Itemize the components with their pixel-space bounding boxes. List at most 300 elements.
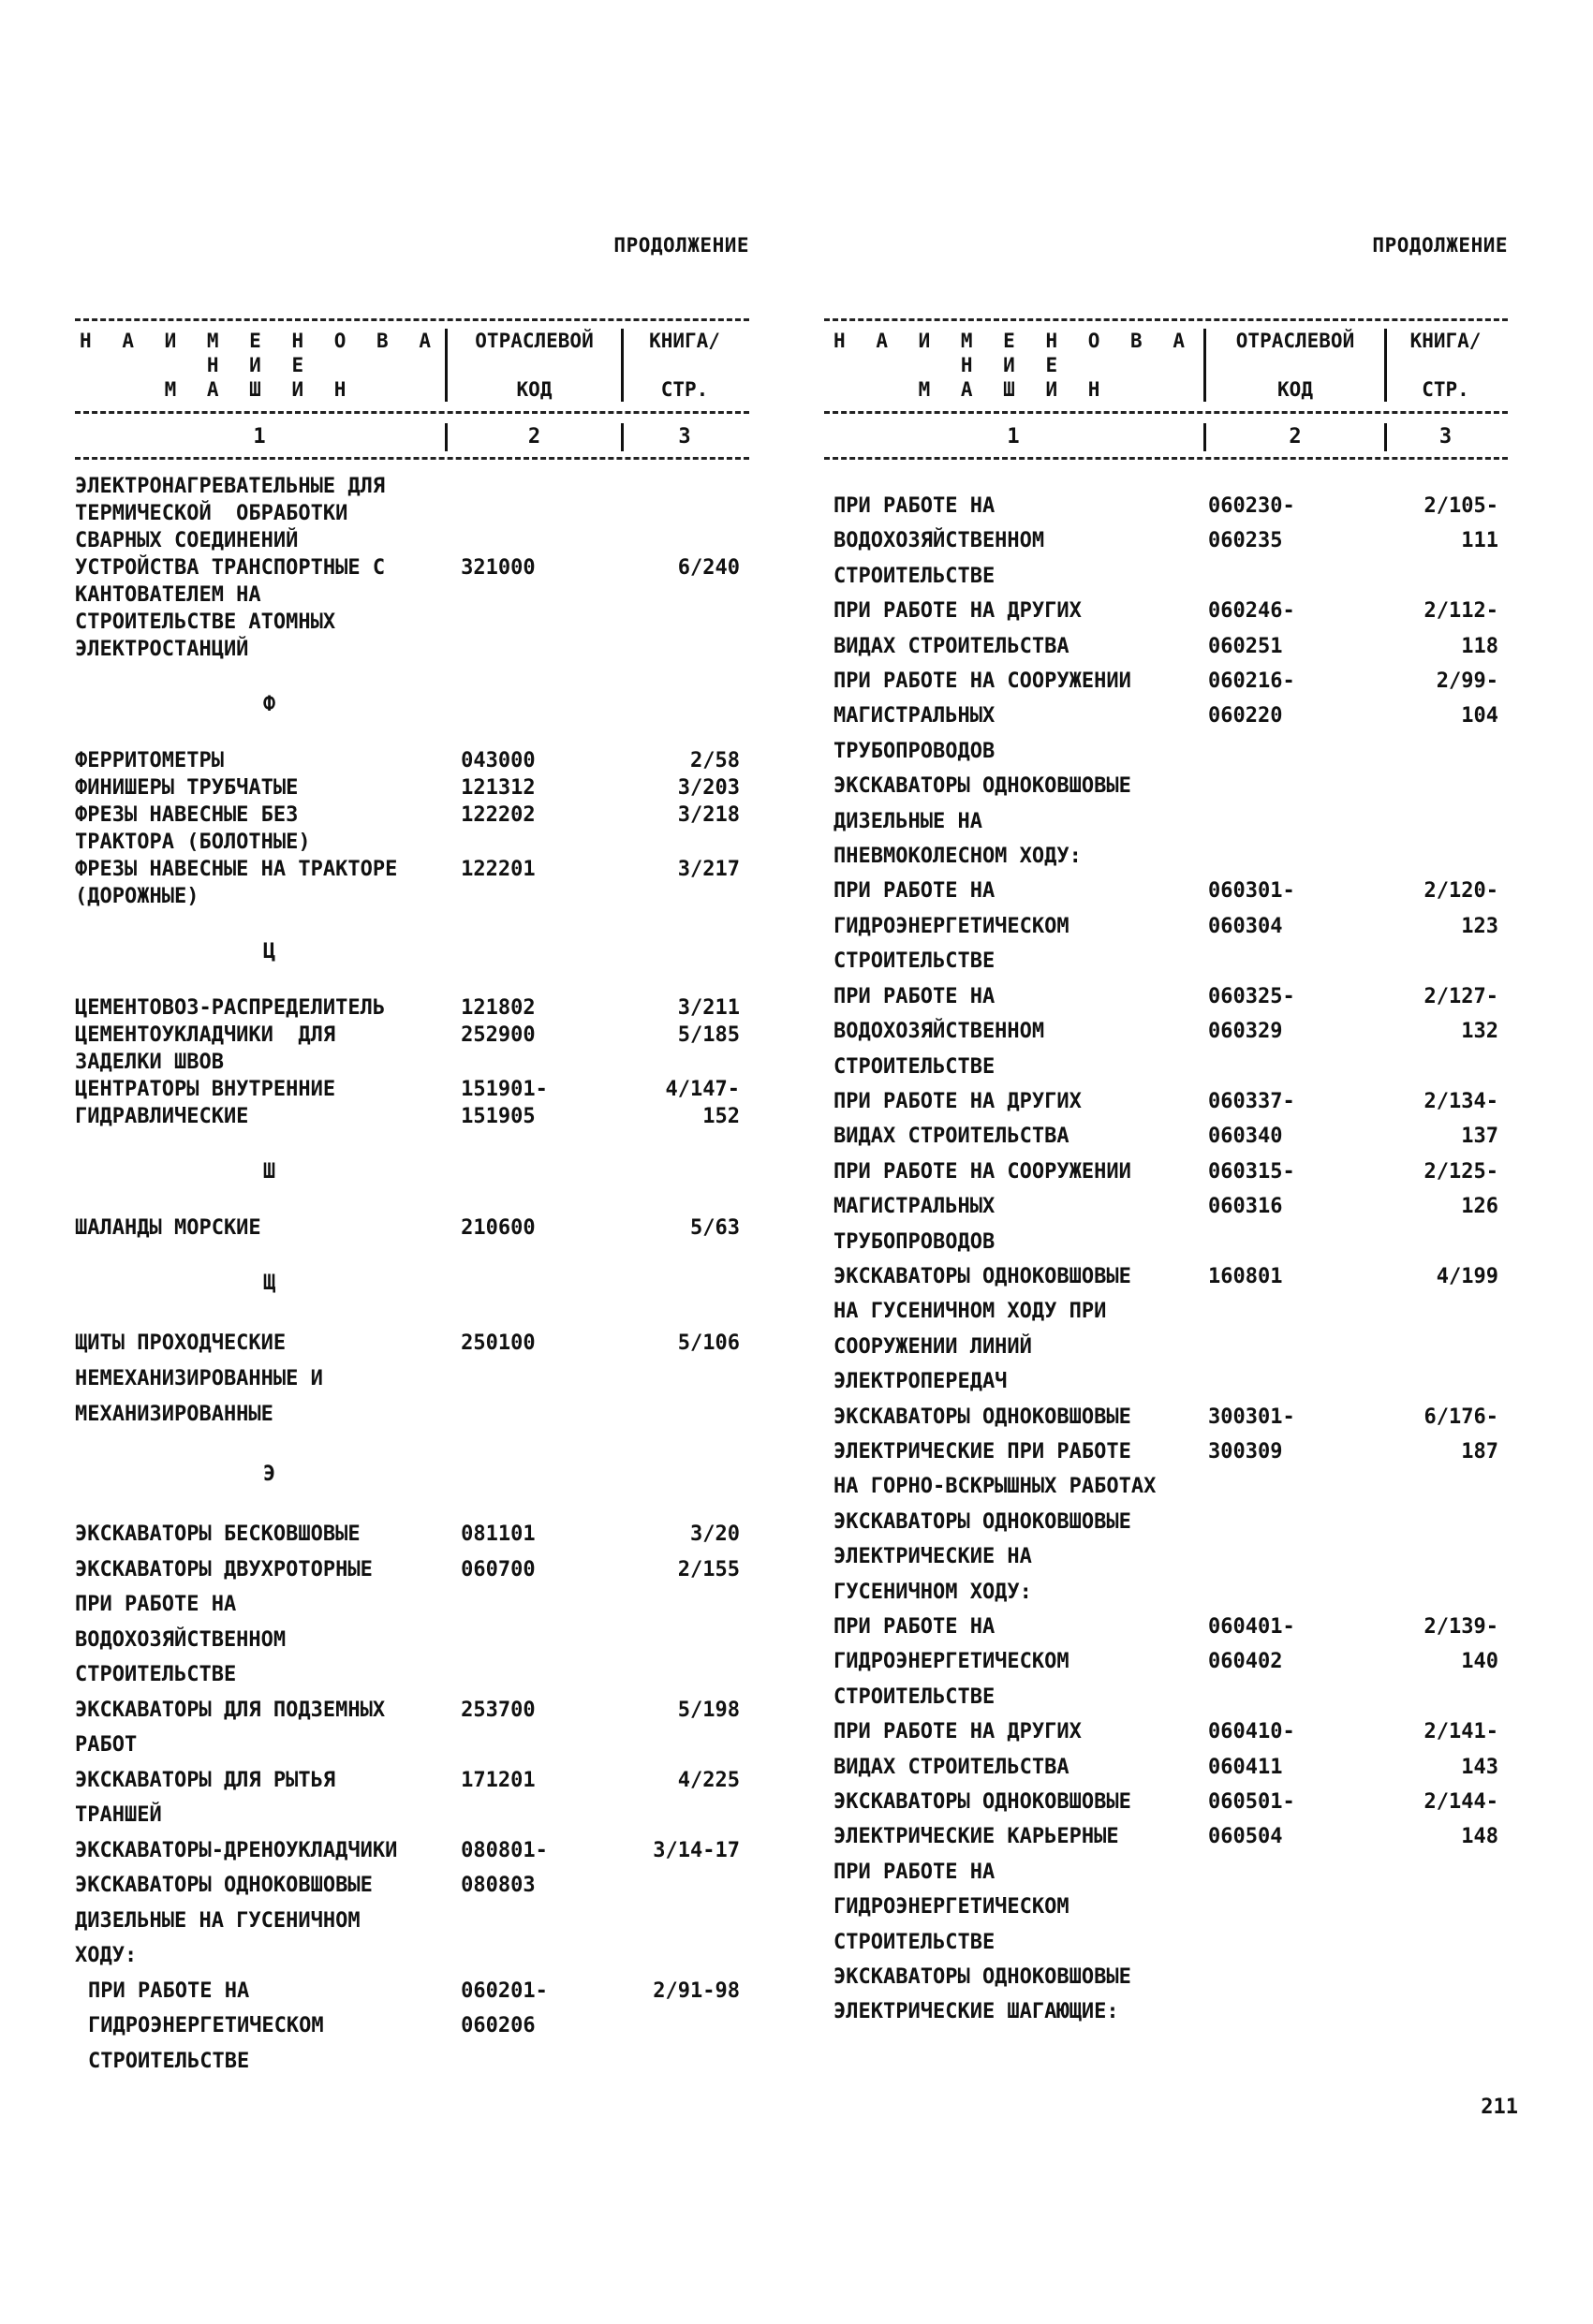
entry-code: 080801- <box>461 1838 548 1862</box>
entry-name: ВОДОХОЗЯЙСТВЕННОМ <box>833 1020 1045 1044</box>
entry-book-page: 104 <box>1461 704 1498 728</box>
entry-row <box>75 1326 749 1361</box>
entry-book-page: 6/240 <box>677 556 740 580</box>
entry-row <box>824 1259 1508 1294</box>
entry-book-page <box>1395 559 1508 594</box>
entry-row <box>824 594 1508 628</box>
entry-code <box>1208 804 1395 839</box>
entry-book-page: 143 <box>1461 1755 1498 1779</box>
entry-name: ПРИ РАБОТЕ НА <box>88 1978 250 2003</box>
entry-code <box>461 1587 628 1623</box>
entry-book-page: 2/139- <box>1423 1615 1498 1639</box>
entry-code: 060700 <box>461 1557 536 1581</box>
entry-row <box>75 500 749 527</box>
entry-code <box>461 1361 628 1397</box>
entry-name: ЗАДЕЛКИ ШВОВ <box>75 1051 224 1074</box>
entry-code <box>461 473 628 500</box>
entry-book-page <box>628 1587 749 1623</box>
entry-book-page: 137 <box>1461 1125 1498 1149</box>
entry-row <box>75 1623 749 1658</box>
entry-row <box>75 1974 749 2009</box>
section-letter-f: Ф <box>262 693 276 716</box>
entry-row <box>824 1960 1508 1994</box>
entry-book-page <box>1395 1294 1508 1329</box>
entry-row <box>75 1103 749 1130</box>
header-book-line1-right: КНИГА/ <box>1384 329 1504 377</box>
entry-name: ЭКСКАВАТОРЫ ОДНОКОВШОВЫЕ <box>833 1264 1131 1288</box>
entry-book-page <box>628 1397 749 1433</box>
entry-name: ТРУБОПРОВОДОВ <box>833 1229 996 1254</box>
entry-book-page <box>628 1049 749 1076</box>
entry-name: ФРЕЗЫ НАВЕСНЫЕ БЕЗ <box>75 803 299 827</box>
entry-book-page <box>628 636 749 663</box>
header-row-1 <box>75 329 749 377</box>
entry-row <box>824 1084 1508 1119</box>
entry-row <box>824 1575 1508 1610</box>
entry-code: 060410- <box>1208 1720 1295 1744</box>
header-name-line1: Н А И М Е Н О В А Н И Е <box>80 330 440 376</box>
entry-name: ЭКСКАВАТОРЫ ДВУХРОТОРНЫЕ <box>75 1557 373 1581</box>
header-code-line2-right: КОД <box>1203 377 1384 402</box>
section-letter-ts: Ц <box>262 940 276 963</box>
entry-row <box>824 489 1508 523</box>
entry-code <box>1208 1364 1395 1399</box>
entry-row <box>75 994 749 1022</box>
entry-name: ПРИ РАБОТЕ НА <box>75 1593 237 1616</box>
entry-row <box>824 804 1508 839</box>
entry-row <box>824 1505 1508 1539</box>
entry-code: 060216- <box>1208 669 1295 694</box>
entry-row <box>75 554 749 581</box>
entry-code: 081101 <box>461 1522 536 1546</box>
entry-code: 300309 <box>1208 1439 1283 1464</box>
entry-code <box>1208 1330 1395 1364</box>
header-book-line2: СТР. <box>621 377 745 402</box>
entry-book-page: 2/134- <box>1423 1089 1498 1113</box>
entry-book-page <box>628 1657 749 1693</box>
entry-row <box>824 559 1508 594</box>
entry-book-page: 2/141- <box>1423 1720 1498 1744</box>
entry-book-page <box>628 1623 749 1658</box>
entry-name: ПРИ РАБОТЕ НА СООРУЖЕНИИ <box>833 1159 1131 1184</box>
entry-book-page: 4/147- <box>665 1078 740 1101</box>
entry-name: ПРИ РАБОТЕ НА ДРУГИХ <box>833 599 1082 624</box>
entry-name: ВОДОХОЗЯЙСТВЕННОМ <box>833 529 1045 553</box>
section-letter-e: Э <box>262 1463 276 1486</box>
entry-row <box>75 1833 749 1869</box>
entry-code <box>1208 1225 1395 1259</box>
entry-row <box>824 1294 1508 1329</box>
entry-row <box>75 1214 749 1242</box>
entry-row <box>824 629 1508 664</box>
header-rule-top <box>75 318 749 321</box>
entry-code <box>461 1938 628 1974</box>
entry-book-page: 187 <box>1461 1439 1498 1464</box>
entry-row <box>75 1938 749 1974</box>
entry-name: ФРЕЗЫ НАВЕСНЫЕ НА ТРАКТОРЕ <box>75 858 398 881</box>
entry-name: ФЕРРИТОМЕТРЫ <box>75 749 224 772</box>
entry-name: СТРОИТЕЛЬСТВЕ АТОМНЫХ <box>75 610 336 634</box>
entry-book-page: 132 <box>1461 1020 1498 1044</box>
entry-name: ЭЛЕКТРИЧЕСКИЕ КАРЬЕРНЫЕ <box>833 1825 1119 1849</box>
entry-code <box>1208 1575 1395 1610</box>
entry-book-page <box>628 1938 749 1974</box>
entry-code <box>1208 1960 1395 1994</box>
entry-code <box>1208 559 1395 594</box>
entry-name: ПРИ РАБОТЕ НА <box>833 494 996 518</box>
entry-code: 060304 <box>1208 914 1283 938</box>
entry-row <box>824 874 1508 908</box>
entry-code: 122202 <box>461 803 536 827</box>
entry-row <box>75 1728 749 1763</box>
entry-code: 160801 <box>1208 1264 1283 1288</box>
entry-row <box>824 979 1508 1014</box>
entry-code <box>461 1904 628 1939</box>
entry-code <box>461 636 628 663</box>
entry-code: 060315- <box>1208 1159 1295 1184</box>
entry-code <box>1208 1680 1395 1714</box>
entry-book-page <box>1395 769 1508 803</box>
entry-code: 043000 <box>461 749 536 772</box>
entry-name: ТРАКТОРА (БОЛОТНЫЕ) <box>75 831 311 854</box>
entries-e <box>75 1517 749 2079</box>
entry-row <box>824 1785 1508 1819</box>
entry-row <box>824 1819 1508 1854</box>
entry-book-page: 2/112- <box>1423 599 1498 624</box>
entry-row <box>75 747 749 774</box>
entry-name: СВАРНЫХ СОЕДИНЕНИЙ <box>75 529 299 552</box>
entry-name: ЭКСКАВАТОРЫ-ДРЕНОУКЛАДЧИКИ <box>75 1838 398 1862</box>
entry-code <box>461 527 628 554</box>
entry-book-page <box>1395 944 1508 978</box>
entry-code <box>1208 1505 1395 1539</box>
entry-book-page: 5/185 <box>677 1023 740 1047</box>
entry-row <box>75 1798 749 1833</box>
entry-row <box>75 1361 749 1397</box>
entry-code <box>461 500 628 527</box>
header-name-line1-right: Н А И М Е Н О В А Н И Е <box>833 330 1194 376</box>
entry-name: СТРОИТЕЛЬСТВЕ <box>88 2049 250 2073</box>
entry-row <box>824 1189 1508 1224</box>
entry-name: ПРИ РАБОТЕ НА <box>833 879 996 904</box>
entry-code: 080803 <box>461 1874 536 1897</box>
entry-name: ЦЕМЕНТОУКЛАДЧИКИ ДЛЯ <box>75 1023 336 1047</box>
entry-row <box>824 909 1508 944</box>
entry-row <box>75 2044 749 2080</box>
entry-row <box>75 636 749 663</box>
entry-book-page: 4/199 <box>1436 1264 1498 1288</box>
entry-name: ГУСЕНИЧНОМ ХОДУ: <box>833 1580 1032 1604</box>
header-name-line2-right: М А Ш И Н <box>918 378 1110 401</box>
entry-name: ТРУБОПРОВОДОВ <box>833 739 996 763</box>
entry-row <box>824 1855 1508 1890</box>
entry-name: ЦЕМЕНТОВОЗ-РАСПРЕДЕЛИТЕЛЬ <box>75 996 386 1020</box>
entry-name: ПРИ РАБОТЕ НА ДРУГИХ <box>833 1720 1082 1744</box>
entry-code <box>1208 1539 1395 1574</box>
entry-row <box>824 839 1508 874</box>
entry-row <box>75 883 749 910</box>
table-header-right <box>824 318 1508 460</box>
entry-name: МЕХАНИЗИРОВАННЫЕ <box>75 1403 273 1426</box>
entry-code: 060251 <box>1208 634 1283 658</box>
entry-name: ГИДРОЭНЕРГЕТИЧЕСКОМ <box>833 1650 1069 1674</box>
entry-name: ХОДУ: <box>75 1944 138 1967</box>
entry-code: 060220 <box>1208 704 1283 728</box>
entry-book-page: 140 <box>1461 1650 1498 1674</box>
entry-book-page <box>628 1361 749 1397</box>
entry-book-page: 3/20 <box>690 1522 740 1546</box>
entry-name: ДИЗЕЛЬНЫЕ НА <box>833 809 982 833</box>
entry-row <box>824 1119 1508 1154</box>
entry-book-page <box>628 609 749 636</box>
entry-book-page: 2/58 <box>690 749 740 772</box>
entry-code <box>1208 1925 1395 1960</box>
section-letter-sh: Ш <box>262 1160 276 1184</box>
entry-name: ПРИ РАБОТЕ НА СООРУЖЕНИИ <box>833 669 1131 694</box>
entry-name: ПРИ РАБОТЕ НА <box>833 1860 996 1884</box>
entry-name: ШАЛАНДЫ МОРСКИЕ <box>75 1216 261 1240</box>
entry-name: ЭЛЕКТРИЧЕСКИЕ ПРИ РАБОТЕ <box>833 1439 1131 1464</box>
entry-name: ЭЛЕКТРИЧЕСКИЕ НА <box>833 1545 1032 1569</box>
entry-row <box>75 1076 749 1103</box>
entry-name: ГИДРОЭНЕРГЕТИЧЕСКОМ <box>833 914 1069 938</box>
entry-book-page <box>628 1798 749 1833</box>
entry-name: ПРИ РАБОТЕ НА <box>833 984 996 1008</box>
entry-row <box>824 664 1508 699</box>
entry-book-page <box>628 473 749 500</box>
entry-name: СООРУЖЕНИИ ЛИНИЙ <box>833 1334 1032 1359</box>
entry-row <box>75 856 749 883</box>
entry-row <box>824 699 1508 733</box>
page-number: 211 <box>1481 2096 1518 2119</box>
entry-code <box>461 1397 628 1433</box>
entry-code: 060340 <box>1208 1125 1283 1149</box>
entry-name: СТРОИТЕЛЬСТВЕ <box>833 1930 996 1954</box>
entry-name: ПРИ РАБОТЕ НА ДРУГИХ <box>833 1089 1082 1113</box>
entry-row <box>824 1994 1508 2029</box>
entry-book-page: 4/225 <box>677 1768 740 1792</box>
entry-code <box>1208 734 1395 769</box>
entry-book-page: 126 <box>1461 1195 1498 1219</box>
entry-name: ЭКСКАВАТОРЫ ОДНОКОВШОВЫЕ <box>75 1874 373 1897</box>
entry-book-page: 3/211 <box>677 996 740 1020</box>
entry-code: 151901- <box>461 1078 548 1101</box>
entry-row <box>75 1657 749 1693</box>
entry-code <box>1208 769 1395 803</box>
entry-name: МАГИСТРАЛЬНЫХ <box>833 1195 996 1219</box>
entry-name: ЭКСКАВАТОРЫ ДЛЯ РЫТЬЯ <box>75 1768 336 1792</box>
entry-name: ЭКСКАВАТОРЫ БЕСКОВШОВЫЕ <box>75 1522 361 1546</box>
entry-row <box>824 1750 1508 1785</box>
entry-name: НА ГОРНО-ВСКРЫШНЫХ РАБОТАХ <box>833 1475 1157 1499</box>
continuation-label: ПРОДОЛЖЕНИЕ <box>613 234 749 257</box>
entry-name: ТРАНШЕЙ <box>75 1803 162 1827</box>
entry-code: 060411 <box>1208 1755 1283 1779</box>
entry-name: ГИДРОЭНЕРГЕТИЧЕСКОМ <box>833 1895 1069 1920</box>
entry-row <box>824 1469 1508 1504</box>
entry-name: СТРОИТЕЛЬСТВЕ <box>833 1054 996 1079</box>
header-code-line1: ОТРАСЛЕВОЙ <box>445 329 621 377</box>
entry-row <box>75 802 749 829</box>
entry-name: СТРОИТЕЛЬСТВЕ <box>833 949 996 974</box>
entry-row <box>824 1644 1508 1679</box>
entry-name: ЩИТЫ ПРОХОДЧЕСКИЕ <box>75 1331 287 1355</box>
continuation-label-right: ПРОДОЛЖЕНИЕ <box>1372 234 1508 257</box>
entry-row <box>824 1539 1508 1574</box>
entry-row <box>824 1434 1508 1469</box>
entry-code: 321000 <box>461 556 536 580</box>
entry-code <box>1208 1855 1395 1890</box>
entry-name: ЭКСКАВАТОРЫ ОДНОКОВШОВЫЕ <box>833 1790 1131 1815</box>
entry-book-page: 2/144- <box>1423 1790 1498 1815</box>
entry-book-page <box>1395 1364 1508 1399</box>
entries-sh <box>75 1214 749 1242</box>
entry-code: 151905 <box>461 1105 536 1128</box>
entry-name: НЕМЕХАНИЗИРОВАННЫЕ И <box>75 1367 323 1390</box>
entry-book-page: 5/198 <box>677 1698 740 1722</box>
entry-name: ЭКСКАВАТОРЫ ОДНОКОВШОВЫЕ <box>833 1965 1131 1990</box>
entry-name: ЭКСКАВАТОРЫ ДЛЯ ПОДЗЕМНЫХ <box>75 1698 386 1722</box>
entry-name: ЭЛЕКТРОНАГРЕВАТЕЛЬНЫЕ ДЛЯ <box>75 475 386 498</box>
entry-book-page <box>1395 1050 1508 1084</box>
entry-code <box>461 883 628 910</box>
header-rule-bottom-right <box>824 457 1508 460</box>
entry-name: СТРОИТЕЛЬСТВЕ <box>75 1663 237 1686</box>
entry-book-page <box>628 1904 749 1939</box>
entry-row <box>75 829 749 856</box>
entry-book-page <box>1395 1539 1508 1574</box>
entry-book-page: 111 <box>1461 529 1498 553</box>
entry-code: 060230- <box>1208 494 1295 518</box>
entry-book-page <box>1395 1469 1508 1504</box>
entry-row <box>75 1517 749 1552</box>
entry-book-page: 5/63 <box>690 1216 740 1240</box>
header-rule-mid-right <box>824 411 1508 414</box>
column-number-3-right: 3 <box>1384 423 1504 451</box>
entry-row <box>824 1225 1508 1259</box>
entry-book-page: 2/155 <box>677 1557 740 1581</box>
entry-row <box>75 609 749 636</box>
header-book-line2-right: СТР. <box>1384 377 1504 402</box>
entry-name: ВИДАХ СТРОИТЕЛЬСТВА <box>833 1755 1069 1779</box>
entry-name: ТЕРМИЧЕСКОЙ ОБРАБОТКИ <box>75 502 348 525</box>
entry-code: 121802 <box>461 996 536 1020</box>
entry-book-page <box>1395 1890 1508 1924</box>
entry-row <box>824 1890 1508 1924</box>
entry-code <box>1208 1294 1395 1329</box>
entry-code <box>461 829 628 856</box>
entry-name: ЭКСКАВАТОРЫ ОДНОКОВШОВЫЕ <box>833 1509 1131 1534</box>
entry-name: (ДОРОЖНЫЕ) <box>75 885 199 908</box>
entry-row <box>824 1364 1508 1399</box>
entry-book-page: 2/127- <box>1423 984 1498 1008</box>
entry-code: 060325- <box>1208 984 1295 1008</box>
header-rule-mid <box>75 411 749 414</box>
entries-shch <box>75 1326 749 1433</box>
entry-book-page: 152 <box>702 1105 740 1128</box>
entry-row <box>75 1587 749 1623</box>
entry-book-page: 2/99- <box>1436 669 1498 694</box>
entry-book-page <box>1395 1575 1508 1610</box>
entry-name: ПРИ РАБОТЕ НА <box>833 1615 996 1639</box>
entry-book-page: 118 <box>1461 634 1498 658</box>
entry-name: ФИНИШЕРЫ ТРУБЧАТЫЕ <box>75 776 299 800</box>
entry-book-page <box>1395 1225 1508 1259</box>
column-number-2: 2 <box>445 423 621 451</box>
entry-row <box>75 2008 749 2044</box>
entry-row <box>75 1049 749 1076</box>
entry-name: ЭЛЕКТРОСТАНЦИЙ <box>75 638 249 661</box>
entry-code <box>461 1623 628 1658</box>
entry-code <box>461 1049 628 1076</box>
entry-name: ГИДРАВЛИЧЕСКИЕ <box>75 1105 249 1128</box>
entry-code <box>1208 1050 1395 1084</box>
entry-code: 060206 <box>461 2014 536 2037</box>
entry-book-page: 2/91-98 <box>653 1978 740 2003</box>
entry-row <box>75 1868 749 1904</box>
column-number-1: 1 <box>253 425 267 449</box>
entry-row <box>75 581 749 609</box>
entry-row <box>824 523 1508 558</box>
entry-code <box>1208 1890 1395 1924</box>
column-numbers <box>75 423 749 451</box>
entry-book-page: 123 <box>1461 914 1498 938</box>
entry-code: 060246- <box>1208 599 1295 624</box>
entry-code: 060402 <box>1208 1650 1283 1674</box>
entry-book-page <box>1395 1925 1508 1960</box>
entry-row <box>824 1714 1508 1749</box>
entry-code <box>461 2044 628 2080</box>
column-numbers-right <box>824 423 1508 451</box>
entry-code: 060337- <box>1208 1089 1295 1113</box>
entry-code <box>1208 944 1395 978</box>
entry-name: МАГИСТРАЛЬНЫХ <box>833 704 996 728</box>
header-row-2-right <box>824 377 1508 402</box>
entry-name: ПНЕВМОКОЛЕСНОМ ХОДУ: <box>833 845 1082 869</box>
entry-book-page <box>1395 1855 1508 1890</box>
entry-row <box>824 1400 1508 1434</box>
entry-book-page: 2/105- <box>1423 494 1498 518</box>
entry-row <box>824 1330 1508 1364</box>
entry-name: ВОДОХОЗЯЙСТВЕННОМ <box>75 1627 287 1652</box>
entry-name: ГИДРОЭНЕРГЕТИЧЕСКОМ <box>88 2014 324 2037</box>
entry-name: ЭКСКАВАТОРЫ ОДНОКОВШОВЫЕ <box>833 774 1131 799</box>
section-letter-shch: Щ <box>262 1272 276 1295</box>
entry-name: НА ГУСЕНИЧНОМ ХОДУ ПРИ <box>833 1300 1107 1324</box>
entry-row <box>824 1014 1508 1049</box>
entry-code: 060316 <box>1208 1195 1283 1219</box>
entry-book-page <box>1395 1994 1508 2029</box>
entry-code: 250100 <box>461 1331 536 1355</box>
entry-code: 252900 <box>461 1023 536 1047</box>
column-number-1-right: 1 <box>1007 425 1021 449</box>
header-book-line1: КНИГА/ <box>621 329 745 377</box>
entry-code <box>461 1657 628 1693</box>
entry-book-page <box>1395 839 1508 874</box>
entry-code: 210600 <box>461 1216 536 1240</box>
entry-name: ДИЗЕЛЬНЫЕ НА ГУСЕНИЧНОМ <box>75 1908 361 1933</box>
entry-code: 253700 <box>461 1698 536 1722</box>
entry-book-page: 3/217 <box>677 858 740 881</box>
entry-row <box>824 734 1508 769</box>
entry-row <box>75 1397 749 1433</box>
entry-code <box>1208 1469 1395 1504</box>
entry-code: 300301- <box>1208 1405 1295 1429</box>
entry-name: ЭЛЕКТРОПЕРЕДАЧ <box>833 1370 1008 1394</box>
entry-book-page <box>628 581 749 609</box>
column-number-2-right: 2 <box>1203 423 1384 451</box>
entry-code: 060235 <box>1208 529 1283 553</box>
